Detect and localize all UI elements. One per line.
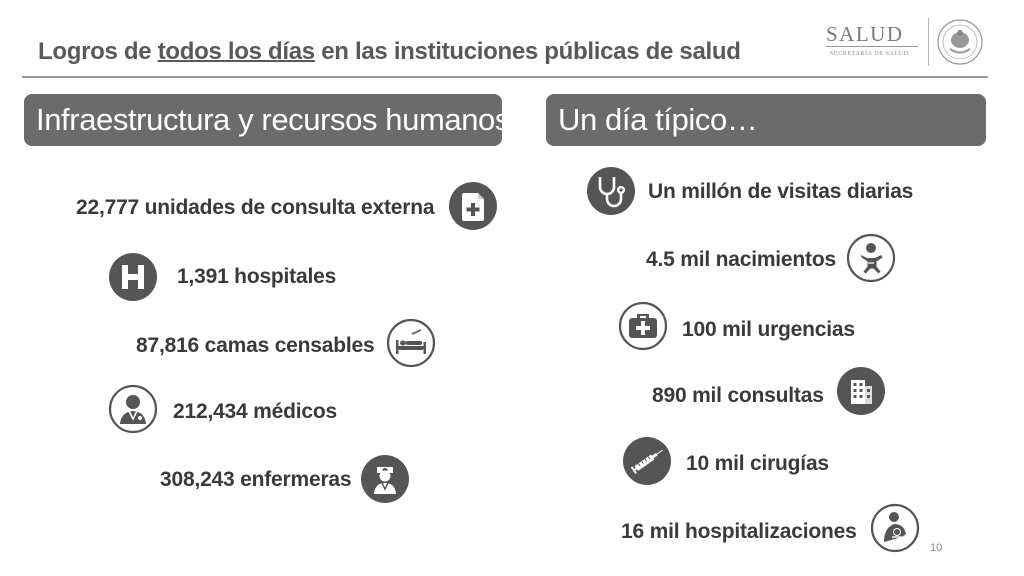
stat-medicos: 212,434 médicos [173, 400, 337, 423]
header-rule [22, 76, 988, 78]
stat-cirugias: 10 mil cirugías [686, 452, 829, 475]
stat-visitas-diarias: Un millón de visitas diarias [648, 180, 914, 203]
nurse-icon [360, 454, 410, 504]
stethoscope-icon [586, 166, 636, 216]
hospital-bed-icon [386, 318, 436, 368]
stat-enfermeras: 308,243 enfermeras [160, 468, 352, 491]
clipboard-plus-icon [448, 181, 498, 231]
logo-separator [928, 18, 929, 66]
page-title [38, 38, 741, 66]
logo-word: SALUD [826, 22, 904, 46]
doctor-icon [108, 384, 158, 434]
hospital-h-icon [108, 252, 158, 302]
stat-camas: 87,816 camas censables [136, 334, 375, 357]
logo-subtitle: SECRETARÍA DE SALUD [830, 51, 909, 57]
clinic-building-icon [836, 366, 886, 416]
national-seal-icon [936, 18, 984, 66]
mother-child-icon [870, 503, 920, 553]
stat-consulta-externa: 22,777 unidades de consulta externa [76, 196, 435, 219]
page-number: 10 [930, 542, 943, 554]
salud-logo [808, 14, 988, 70]
stat-hospitales: 1,391 hospitales [177, 265, 337, 288]
stat-nacimientos: 4.5 mil nacimientos [646, 248, 836, 271]
title-suffix: en las instituciones públicas de salud [314, 38, 741, 65]
section-heading-dia-tipico: Un día típico… [546, 94, 986, 146]
first-aid-kit-icon [618, 301, 668, 351]
stat-urgencias: 100 mil urgencias [682, 318, 855, 341]
stat-consultas: 890 mil consultas [652, 384, 824, 407]
title-prefix: Logros de [38, 38, 158, 65]
stat-hospitalizaciones: 16 mil hospitalizaciones [621, 520, 857, 543]
title-emphasis: todos los días [157, 38, 315, 65]
syringe-icon [622, 436, 672, 486]
logo-underline [826, 46, 918, 47]
baby-icon [846, 233, 896, 283]
section-heading-infraestructura: Infraestructura y recursos humanos [24, 94, 502, 146]
